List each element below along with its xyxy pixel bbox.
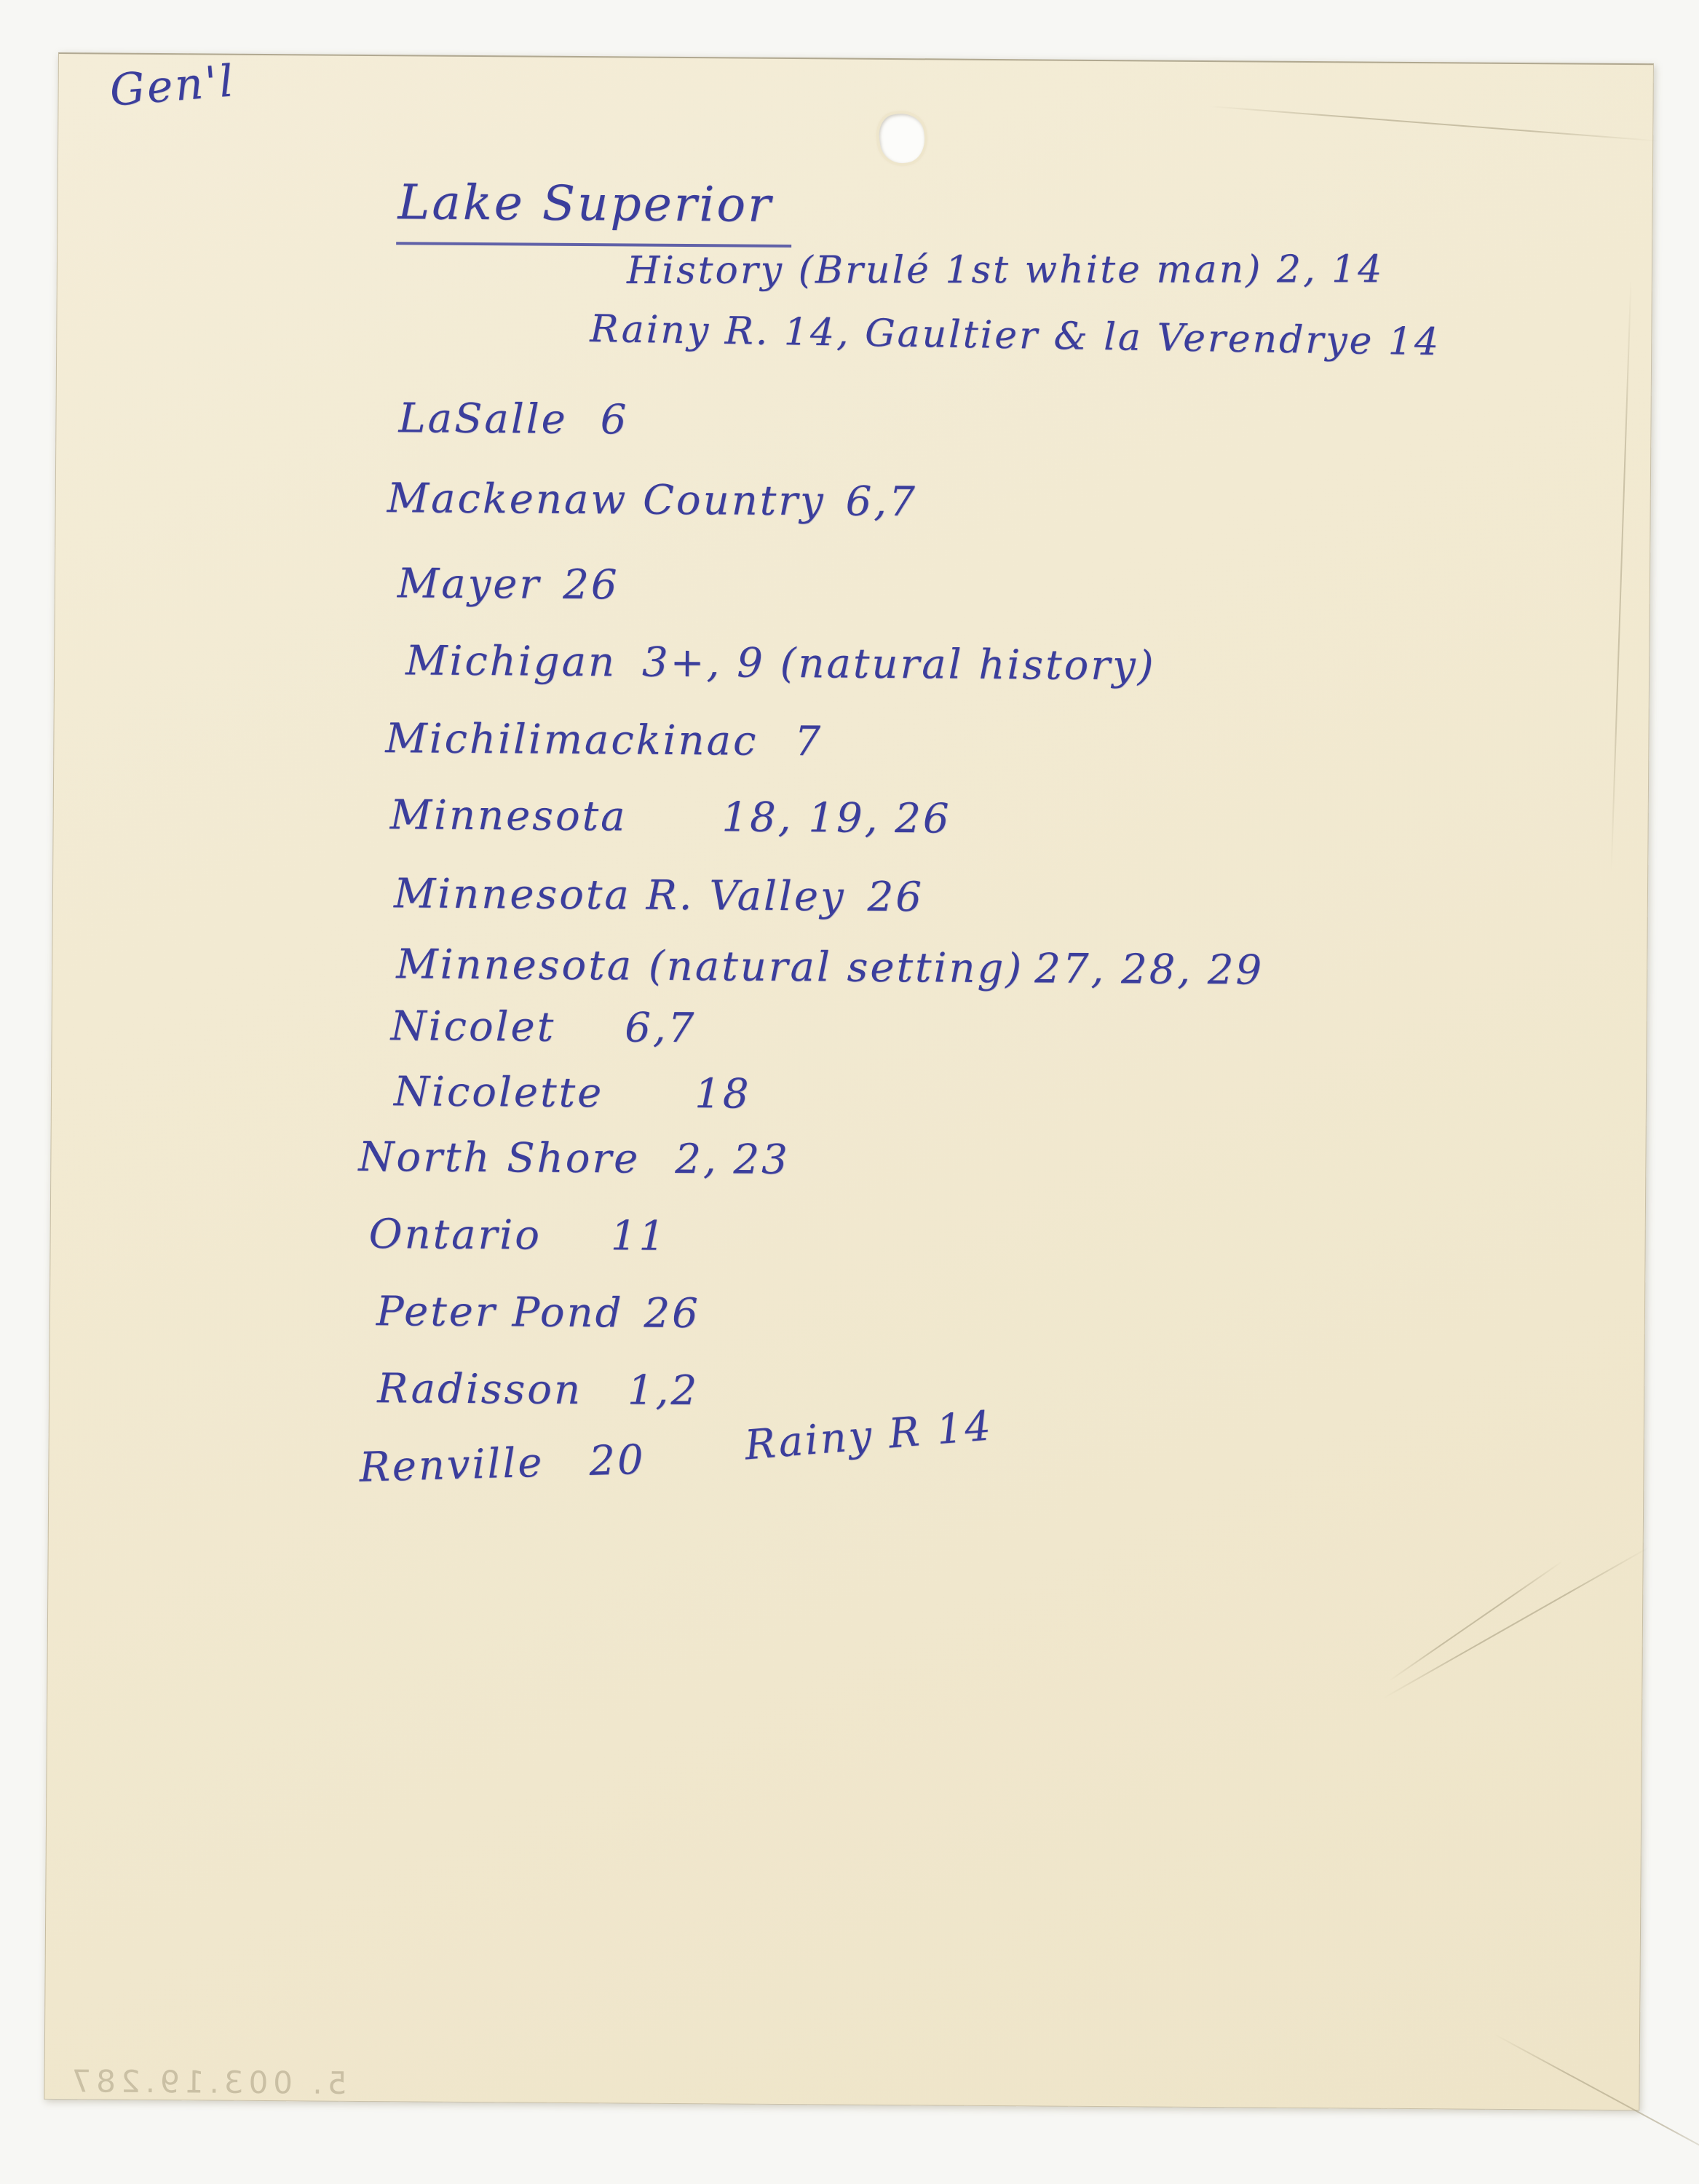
index-entry <box>368 1211 667 1260</box>
crease-line <box>1494 2033 1699 2166</box>
entry-name: Michigan <box>405 637 617 687</box>
entry-pages: 1,2 <box>627 1366 700 1415</box>
crease-line <box>1383 1546 1650 1698</box>
entry-pages: 3+, 9 (natural history) <box>641 638 1156 690</box>
entry-name: Peter Pond <box>376 1288 624 1337</box>
index-entry <box>389 791 951 842</box>
entry-name: Radisson <box>376 1365 583 1415</box>
corner-note: Gen'l <box>108 55 237 116</box>
index-entry <box>405 637 1156 689</box>
entry-pages: 26 <box>643 1289 700 1338</box>
entry-name: Nicolette <box>393 1068 604 1117</box>
entry-pages: 6,7 <box>624 1004 697 1053</box>
entry-name: Mayer <box>397 560 542 609</box>
crease-line <box>1388 1561 1563 1682</box>
entry-name: Minnesota <box>389 791 627 841</box>
entry-name: Nicolet <box>390 1002 556 1051</box>
punch-hole <box>876 111 927 166</box>
entry-pages: 26 <box>867 873 924 922</box>
entry-name: Renville <box>358 1439 545 1492</box>
index-entry <box>387 475 917 526</box>
index-entry <box>394 1068 751 1117</box>
entry-pages: 18, 19, 26 <box>721 794 951 843</box>
entry-pages: 7 <box>794 718 823 766</box>
index-entry <box>376 1288 700 1337</box>
crease-line <box>1610 276 1631 873</box>
entry-name: North Shore <box>358 1133 641 1183</box>
entry-pages: 26 <box>562 561 619 609</box>
index-entry <box>394 870 924 921</box>
header-subline: History (Brulé 1st white man) 2, 14 <box>626 248 1385 293</box>
entry-pages: 18 <box>694 1070 751 1118</box>
entry-pages: 2, 23 <box>675 1135 791 1184</box>
page-title: Lake Superior <box>396 174 792 248</box>
index-entry <box>359 1436 646 1492</box>
entry-name: Minnesota (natural setting) <box>396 941 1024 993</box>
index-entry <box>396 941 1264 994</box>
index-entry <box>397 560 619 609</box>
entry-pages: 6 <box>600 396 629 444</box>
entry-name: Ontario <box>368 1211 542 1259</box>
index-entry <box>358 1133 790 1184</box>
index-entry <box>398 395 628 443</box>
paper-sheet <box>44 52 1654 2110</box>
entry-pages: 11 <box>610 1212 668 1260</box>
index-entry <box>377 1365 699 1415</box>
crease-line <box>1208 106 1658 142</box>
entry-pages: 6,7 <box>845 478 917 526</box>
entry-name: Michilimackinac <box>385 715 759 765</box>
entry-name: LaSalle <box>398 395 569 443</box>
bleed-through-stamp: 5. 003.19.287 <box>66 2063 347 2101</box>
header-subline: Rainy R. 14, Gaultier & la Verendrye 14 <box>589 307 1441 365</box>
inserted-side-note: Rainy R 14 <box>742 1402 995 1470</box>
entry-pages: 20 <box>588 1436 646 1485</box>
entry-pages: 27, 28, 29 <box>1034 945 1264 994</box>
entry-name: Mackenaw Country <box>387 475 825 526</box>
entry-name: Minnesota R. Valley <box>393 870 846 921</box>
index-entry <box>385 715 823 765</box>
index-entry <box>390 1002 696 1052</box>
